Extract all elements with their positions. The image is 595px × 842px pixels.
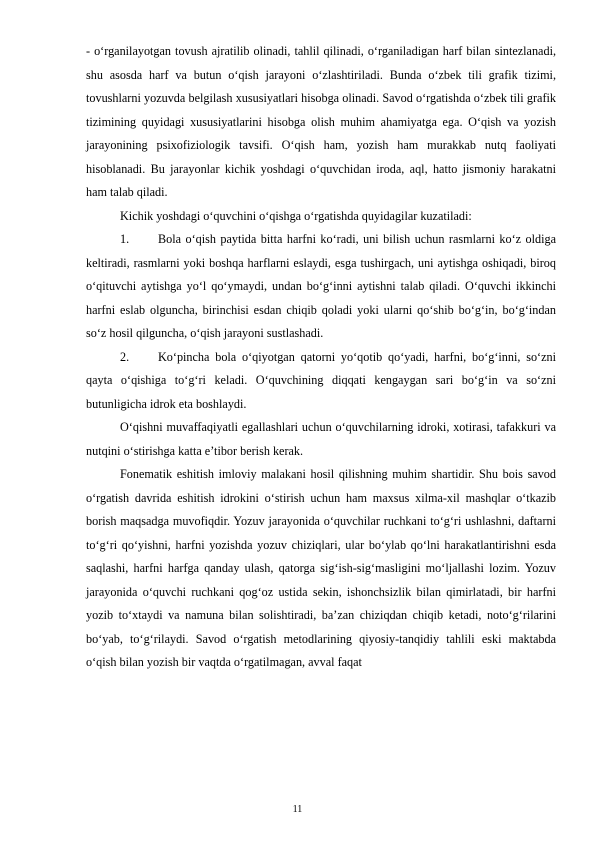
numbered-item-1	[86, 228, 556, 346]
item-1-number: 1.	[120, 232, 130, 246]
item-2-number: 2.	[120, 349, 130, 364]
paragraph-phonematic-hearing: Fonematik eshitish imloviy malakani hosil qilishning muhim shartidir. Shu bois savod o‘rgatish davrida eshitish idrokini o‘stirish uchun ham maxsus xilma-xil mashqlar o‘tkazib borish maqsadga muvofiqdir. Yozuv jarayonida o‘quvchilar ruchkani to‘g‘ri ushlashni, daftarni to‘g‘ri qo‘yishni, harfni yozishda yozuv chiziqlari, ular bo‘ylab qo‘lni harakatlantirishni esda saqlashi, harfni harfga qanday ulash, qatorga sig‘ish-sig‘masligini mo‘ljallashi lozim. Yozuv jarayonida o‘quvchi ruchkani qog‘oz ustida sekin, ishonchsizlik bilan qimirlatadi, bir harfni yozib to‘xtaydi va namuna bilan solishtiradi, ba’zan chiziqdan chiqib ketadi, noto‘g‘rilarini bo‘yab, to‘g‘rilaydi. Savod o‘rgatish metodlarining qiyosiy-tanqidiy tahlili eski maktabda o‘qish bilan yozish bir vaqtda o‘rgatilmagan, avval faqat	[86, 467, 556, 669]
numbered-item-2	[86, 346, 556, 417]
paragraph-intro: - o‘rganilayotgan tovush ajratilib olinadi, tahlil qilinadi, o‘rganiladigan harf bilan sintezlanadi, shu asosda harf va butun o‘qish jarayoni o‘zlashtiriladi. Bunda o‘zbek tili grafik tizimi, tovushlarni yozuvda belgilash xususiyatlari hisobga olinadi. Savod o‘rgatishda o‘zbek tili grafik tizimining quyidagi xususiyatlarini hisobga olish muhim ahamiyatga ega. O‘qish va yozish jarayonining psixofiziologik tavsifi. O‘qish ham, yozish ham murakkab nutq faoliyati hisoblanadi. Bu jarayonlar kichik yoshdagi o‘quvchidan iroda, aql, hatto jismoniy harakatni ham talab qiladi.	[86, 44, 556, 199]
item-1-text: Bola o‘qish paytida bitta harfni ko‘radi, uni bilish uchun rasmlarni ko‘z oldiga keltiradi, rasmlarni yoki boshqa harflarni eslaydi, esga tushirgach, uni aytishga oshiqadi, biroq o‘qituvchi aytishga yo‘l qo‘ymaydi, undan bo‘g‘inni aytishni talab qiladi. O‘quvchi ikkinchi harfni eslab olguncha, birinchisi esdan chiqib qoladi yoki ularni qo‘shib bo‘g‘in, bo‘g‘indan so‘z hosil qilguncha, o‘qish jarayoni sustlashadi.	[86, 232, 556, 340]
paragraph-reading-success: O‘qishni muvaffaqiyatli egallashlari uchun o‘quvchilarning idroki, xotirasi, tafakkuri va nutqini o‘stirishga katta e’tibor berish kerak.	[86, 420, 556, 458]
page-body	[86, 40, 556, 675]
page-number: 11	[292, 804, 303, 815]
paragraph-observations-lead: Kichik yoshdagi o‘quvchini o‘qishga o‘rgatishda quyidagilar kuzatiladi:	[120, 208, 472, 223]
item-2-text: Ko‘pincha bola o‘qiyotgan qatorni yo‘qotib qo‘yadi, harfni, bo‘g‘inni, so‘zni qayta o‘qishiga to‘g‘ri keladi. O‘quvchining diqqati kengaygan sari bo‘g‘in va so‘zni butunligicha idrok eta boshlaydi.	[86, 349, 556, 411]
